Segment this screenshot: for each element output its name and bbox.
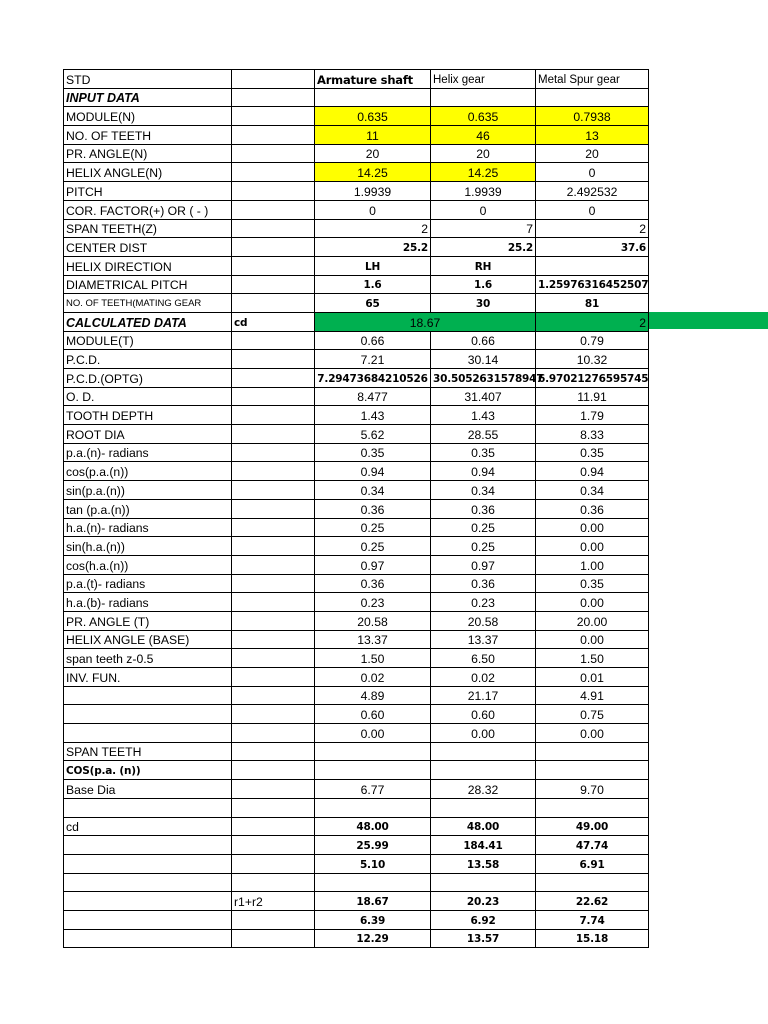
value-cell[interactable]: 6.50 xyxy=(431,649,536,668)
cell[interactable] xyxy=(232,200,315,219)
input-row-pitch xyxy=(64,182,649,201)
value-cell[interactable]: 0.34 xyxy=(431,481,536,500)
calc-row-h-a-n-radians xyxy=(64,518,649,537)
calc-row-blank-29 xyxy=(64,873,649,892)
value-cell[interactable]: 0.94 xyxy=(431,462,536,481)
value-cell[interactable]: 1.50 xyxy=(315,649,431,668)
cell[interactable] xyxy=(232,817,315,836)
cell[interactable] xyxy=(232,854,315,873)
calc-row-tan-p-a-n xyxy=(64,499,649,518)
cell[interactable] xyxy=(232,256,315,275)
value-cell[interactable]: 30 xyxy=(431,294,536,313)
row-label[interactable]: NO. OF TEETH(MATING GEAR xyxy=(64,294,232,313)
value-cell[interactable] xyxy=(431,798,536,817)
value-cell[interactable]: 0.79 xyxy=(536,331,649,350)
input-row-helix-direction xyxy=(64,256,649,275)
cell[interactable]: r1+r2 xyxy=(232,892,315,911)
value-cell[interactable]: 0.02 xyxy=(315,668,431,687)
calc-row-p-c-d xyxy=(64,350,649,369)
cell[interactable] xyxy=(232,798,315,817)
value-cell[interactable]: 0.97 xyxy=(431,555,536,574)
cell[interactable] xyxy=(232,425,315,444)
header-helix-gear[interactable]: Helix gear xyxy=(431,70,536,89)
header-col1[interactable] xyxy=(232,70,315,89)
header-row xyxy=(64,70,649,89)
value-cell[interactable]: 15.18 xyxy=(536,929,649,948)
cell[interactable] xyxy=(232,107,315,126)
row-label[interactable]: h.a.(b)- radians xyxy=(64,593,232,612)
value-cell[interactable]: 20 xyxy=(431,144,536,163)
value-cell[interactable]: 6.77 xyxy=(315,780,431,799)
value-cell[interactable]: 0.00 xyxy=(536,537,649,556)
cell[interactable] xyxy=(232,873,315,892)
calc-row-p-a-t-radians xyxy=(64,574,649,593)
value-cell[interactable]: 6.92 xyxy=(431,910,536,929)
value-cell[interactable]: 0.25 xyxy=(431,518,536,537)
cell[interactable] xyxy=(232,724,315,743)
calc-section-row xyxy=(64,312,649,331)
calc-green-value2[interactable]: 2 xyxy=(536,312,649,331)
calc-row-cos-h-a-n xyxy=(64,555,649,574)
value-cell[interactable]: 0.00 xyxy=(315,724,431,743)
cell[interactable] xyxy=(232,499,315,518)
calc-section-label[interactable]: CALCULATED DATA xyxy=(64,312,232,331)
calc-row-o-d xyxy=(64,387,649,406)
value-cell[interactable]: 5.62 xyxy=(315,425,431,444)
calc-row-helix-angle-base xyxy=(64,630,649,649)
value-cell[interactable]: 2 xyxy=(536,219,649,238)
calc-row-cd xyxy=(64,817,649,836)
cell[interactable] xyxy=(232,387,315,406)
value-cell[interactable]: 0.02 xyxy=(431,668,536,687)
row-label[interactable]: CENTER DIST xyxy=(64,238,232,257)
value-cell[interactable] xyxy=(315,798,431,817)
value-cell[interactable]: 13.37 xyxy=(431,630,536,649)
value-cell[interactable]: 8.33 xyxy=(536,425,649,444)
value-cell[interactable]: 48.00 xyxy=(431,817,536,836)
input-section-row xyxy=(64,88,649,107)
value-cell[interactable]: 20.23 xyxy=(431,892,536,911)
value-cell[interactable]: 4.89 xyxy=(315,686,431,705)
value-cell[interactable]: 0.94 xyxy=(536,462,649,481)
row-label[interactable] xyxy=(64,854,232,873)
row-label[interactable]: cos(h.a.(n)) xyxy=(64,555,232,574)
value-cell[interactable]: 0.00 xyxy=(536,724,649,743)
row-label[interactable]: HELIX DIRECTION xyxy=(64,256,232,275)
input-row-no-of-teeth-mating-gear xyxy=(64,294,649,313)
value-cell[interactable]: 0.97 xyxy=(315,555,431,574)
value-cell[interactable]: 18.67 xyxy=(315,892,431,911)
value-cell[interactable]: 2 xyxy=(315,219,431,238)
value-cell[interactable]: 0.23 xyxy=(431,593,536,612)
value-cell[interactable]: 11 xyxy=(315,126,431,145)
row-label[interactable] xyxy=(64,798,232,817)
cell[interactable] xyxy=(232,350,315,369)
calc-row-blank-31 xyxy=(64,910,649,929)
value-cell[interactable]: 1.79 xyxy=(536,406,649,425)
value-cell[interactable]: 0.60 xyxy=(431,705,536,724)
input-row-diametrical-pitch xyxy=(64,275,649,294)
cell[interactable] xyxy=(232,593,315,612)
value-cell[interactable]: 0.01 xyxy=(536,668,649,687)
value-cell[interactable]: 28.55 xyxy=(431,425,536,444)
green-row-overflow-fill xyxy=(648,312,768,329)
cell[interactable] xyxy=(232,88,315,107)
value-cell[interactable]: 1.9939 xyxy=(431,182,536,201)
value-cell[interactable]: 0.60 xyxy=(315,705,431,724)
value-cell[interactable]: 22.62 xyxy=(536,892,649,911)
value-cell[interactable] xyxy=(315,873,431,892)
row-label[interactable]: COS(p.a. (n)) xyxy=(64,761,232,780)
row-label[interactable]: MODULE(T) xyxy=(64,331,232,350)
value-cell[interactable]: 0.36 xyxy=(431,499,536,518)
input-row-module-n xyxy=(64,107,649,126)
cell[interactable] xyxy=(232,238,315,257)
row-label[interactable]: cd xyxy=(64,817,232,836)
value-cell[interactable]: 9.70 xyxy=(536,780,649,799)
value-cell[interactable]: 1.6 xyxy=(315,275,431,294)
calc-row-blank-21 xyxy=(64,724,649,743)
cell[interactable] xyxy=(232,331,315,350)
cell[interactable] xyxy=(232,555,315,574)
value-cell[interactable]: 6.39 xyxy=(315,910,431,929)
calc-row-tooth-depth xyxy=(64,406,649,425)
cell[interactable] xyxy=(232,836,315,855)
row-label[interactable]: SPAN TEETH(Z) xyxy=(64,219,232,238)
cell[interactable] xyxy=(536,88,649,107)
cell[interactable] xyxy=(232,649,315,668)
row-label[interactable]: p.a.(n)- radians xyxy=(64,443,232,462)
header-label[interactable]: STD xyxy=(64,70,232,89)
cell[interactable] xyxy=(232,761,315,780)
value-cell[interactable]: 0.00 xyxy=(536,518,649,537)
value-cell[interactable]: 25.2 xyxy=(315,238,431,257)
row-label[interactable] xyxy=(64,910,232,929)
value-cell[interactable] xyxy=(431,761,536,780)
row-label[interactable]: cos(p.a.(n)) xyxy=(64,462,232,481)
value-cell[interactable] xyxy=(536,256,649,275)
row-label[interactable]: INV. FUN. xyxy=(64,668,232,687)
calc-row-base-dia xyxy=(64,780,649,799)
value-cell[interactable]: 0.00 xyxy=(536,593,649,612)
value-cell[interactable]: 6.97021276595745 xyxy=(536,369,649,388)
calc-row-blank-19 xyxy=(64,686,649,705)
row-label[interactable]: DIAMETRICAL PITCH xyxy=(64,275,232,294)
value-cell[interactable]: 0.635 xyxy=(431,107,536,126)
cell[interactable] xyxy=(232,481,315,500)
value-cell[interactable]: 0.36 xyxy=(315,499,431,518)
value-cell[interactable]: 0.7938 xyxy=(536,107,649,126)
calc-row-blank-25 xyxy=(64,798,649,817)
row-label[interactable]: tan (p.a.(n)) xyxy=(64,499,232,518)
row-label[interactable]: ROOT DIA xyxy=(64,425,232,444)
calc-row-sin-p-a-n xyxy=(64,481,649,500)
value-cell[interactable]: 0.25 xyxy=(315,518,431,537)
value-cell[interactable]: 14.25 xyxy=(315,163,431,182)
row-label[interactable]: h.a.(n)- radians xyxy=(64,518,232,537)
calc-row-blank-28 xyxy=(64,854,649,873)
value-cell[interactable]: 7.21 xyxy=(315,350,431,369)
input-row-no-of-teeth xyxy=(64,126,649,145)
value-cell[interactable] xyxy=(315,742,431,761)
value-cell[interactable]: 0.94 xyxy=(315,462,431,481)
value-cell[interactable]: 2.492532 xyxy=(536,182,649,201)
value-cell[interactable]: 0.35 xyxy=(536,443,649,462)
calc-row-h-a-b-radians xyxy=(64,593,649,612)
value-cell[interactable]: 0.34 xyxy=(536,481,649,500)
cell[interactable] xyxy=(232,163,315,182)
calc-row-blank-27 xyxy=(64,836,649,855)
cell[interactable] xyxy=(232,742,315,761)
value-cell[interactable]: 13.37 xyxy=(315,630,431,649)
input-row-cor-factor-or xyxy=(64,200,649,219)
value-cell[interactable]: 0.35 xyxy=(536,574,649,593)
value-cell[interactable] xyxy=(536,761,649,780)
value-cell[interactable]: 20 xyxy=(315,144,431,163)
row-label[interactable]: span teeth z-0.5 xyxy=(64,649,232,668)
value-cell[interactable]: 4.91 xyxy=(536,686,649,705)
calc-row-span-teeth-z-0-5 xyxy=(64,649,649,668)
value-cell[interactable] xyxy=(315,761,431,780)
cell[interactable] xyxy=(232,574,315,593)
header-metal-spur-gear[interactable]: Metal Spur gear xyxy=(536,70,649,89)
row-label[interactable] xyxy=(64,705,232,724)
value-cell[interactable]: 1.43 xyxy=(431,406,536,425)
calc-row-cos-p-a-n xyxy=(64,761,649,780)
value-cell[interactable]: 20.58 xyxy=(315,611,431,630)
value-cell[interactable]: 30.5052631578947 xyxy=(431,369,536,388)
cell[interactable] xyxy=(232,780,315,799)
calc-row-blank-20 xyxy=(64,705,649,724)
value-cell[interactable]: 48.00 xyxy=(315,817,431,836)
value-cell[interactable]: 1.9939 xyxy=(315,182,431,201)
row-label[interactable]: HELIX ANGLE (BASE) xyxy=(64,630,232,649)
row-label[interactable]: sin(p.a.(n)) xyxy=(64,481,232,500)
value-cell[interactable]: 0.34 xyxy=(315,481,431,500)
row-label[interactable]: PITCH xyxy=(64,182,232,201)
value-cell[interactable]: 13.57 xyxy=(431,929,536,948)
value-cell[interactable]: 0.35 xyxy=(431,443,536,462)
row-label[interactable] xyxy=(64,686,232,705)
value-cell[interactable]: 7.74 xyxy=(536,910,649,929)
cell[interactable] xyxy=(232,182,315,201)
value-cell[interactable]: 0.36 xyxy=(431,574,536,593)
value-cell[interactable]: 46 xyxy=(431,126,536,145)
value-cell[interactable] xyxy=(431,873,536,892)
value-cell[interactable]: 0.36 xyxy=(315,574,431,593)
row-label[interactable]: P.C.D.(OPTG) xyxy=(64,369,232,388)
cell[interactable] xyxy=(232,443,315,462)
cell[interactable] xyxy=(232,611,315,630)
value-cell[interactable]: 0.66 xyxy=(431,331,536,350)
calc-row-pr-angle-t xyxy=(64,611,649,630)
value-cell[interactable]: 65 xyxy=(315,294,431,313)
gear-calculation-sheet xyxy=(63,69,649,948)
row-label[interactable]: PR. ANGLE(N) xyxy=(64,144,232,163)
value-cell[interactable]: 20.00 xyxy=(536,611,649,630)
cell[interactable] xyxy=(232,910,315,929)
header-armature-shaft[interactable]: Armature shaft xyxy=(315,70,431,89)
cell[interactable] xyxy=(232,369,315,388)
value-cell[interactable]: 13.58 xyxy=(431,854,536,873)
value-cell[interactable] xyxy=(431,742,536,761)
value-cell[interactable]: 8.477 xyxy=(315,387,431,406)
value-cell[interactable]: 0.635 xyxy=(315,107,431,126)
value-cell[interactable]: 5.10 xyxy=(315,854,431,873)
input-row-helix-angle-n xyxy=(64,163,649,182)
value-cell[interactable] xyxy=(536,798,649,817)
calc-green-value[interactable]: 18.67 xyxy=(315,312,536,331)
value-cell[interactable]: 0.00 xyxy=(536,630,649,649)
value-cell[interactable]: 30.14 xyxy=(431,350,536,369)
row-label[interactable]: PR. ANGLE (T) xyxy=(64,611,232,630)
value-cell[interactable]: 0.75 xyxy=(536,705,649,724)
value-cell[interactable]: 31.407 xyxy=(431,387,536,406)
value-cell[interactable]: LH xyxy=(315,256,431,275)
cell[interactable] xyxy=(431,88,536,107)
calc-section-cd[interactable]: cd xyxy=(232,312,315,331)
value-cell[interactable]: 0.66 xyxy=(315,331,431,350)
value-cell[interactable]: 0 xyxy=(536,163,649,182)
cell[interactable] xyxy=(315,88,431,107)
row-label[interactable]: TOOTH DEPTH xyxy=(64,406,232,425)
value-cell[interactable]: RH xyxy=(431,256,536,275)
cell[interactable] xyxy=(232,144,315,163)
cell[interactable] xyxy=(232,275,315,294)
value-cell[interactable]: 1.00 xyxy=(536,555,649,574)
value-cell[interactable]: 81 xyxy=(536,294,649,313)
calc-row-root-dia xyxy=(64,425,649,444)
row-label[interactable] xyxy=(64,724,232,743)
value-cell[interactable]: 0.35 xyxy=(315,443,431,462)
calc-row-cos-p-a-n xyxy=(64,462,649,481)
value-cell[interactable]: 0 xyxy=(315,200,431,219)
calc-row-blank-30 xyxy=(64,892,649,911)
row-label[interactable]: SPAN TEETH xyxy=(64,742,232,761)
cell[interactable] xyxy=(232,630,315,649)
row-label[interactable]: HELIX ANGLE(N) xyxy=(64,163,232,182)
value-cell[interactable]: 0.00 xyxy=(431,724,536,743)
value-cell[interactable]: 25.2 xyxy=(431,238,536,257)
value-cell[interactable]: 25.99 xyxy=(315,836,431,855)
value-cell[interactable]: 11.91 xyxy=(536,387,649,406)
row-label[interactable]: O. D. xyxy=(64,387,232,406)
calc-row-sin-h-a-n xyxy=(64,537,649,556)
value-cell[interactable]: 20 xyxy=(536,144,649,163)
value-cell[interactable]: 6.91 xyxy=(536,854,649,873)
row-label[interactable] xyxy=(64,892,232,911)
cell[interactable] xyxy=(232,686,315,705)
row-label[interactable]: MODULE(N) xyxy=(64,107,232,126)
calc-row-blank-32 xyxy=(64,929,649,948)
cell[interactable] xyxy=(232,406,315,425)
value-cell[interactable]: 21.17 xyxy=(431,686,536,705)
value-cell[interactable]: 1.25976316452507 xyxy=(536,275,649,294)
cell[interactable] xyxy=(232,126,315,145)
value-cell[interactable]: 1.6 xyxy=(431,275,536,294)
value-cell[interactable]: 47.74 xyxy=(536,836,649,855)
value-cell[interactable] xyxy=(536,742,649,761)
value-cell[interactable]: 7.29473684210526 xyxy=(315,369,431,388)
value-cell[interactable]: 20.58 xyxy=(431,611,536,630)
row-label[interactable] xyxy=(64,873,232,892)
input-row-pr-angle-n xyxy=(64,144,649,163)
input-row-span-teeth-z xyxy=(64,219,649,238)
cell[interactable] xyxy=(232,668,315,687)
row-label[interactable]: p.a.(t)- radians xyxy=(64,574,232,593)
value-cell[interactable]: 1.50 xyxy=(536,649,649,668)
value-cell[interactable]: 0.23 xyxy=(315,593,431,612)
row-label[interactable]: P.C.D. xyxy=(64,350,232,369)
cell[interactable] xyxy=(232,294,315,313)
cell[interactable] xyxy=(232,537,315,556)
calc-row-inv-fun xyxy=(64,668,649,687)
value-cell[interactable]: 1.43 xyxy=(315,406,431,425)
calc-row-p-c-d-optg xyxy=(64,369,649,388)
value-cell[interactable]: 13 xyxy=(536,126,649,145)
value-cell[interactable] xyxy=(536,873,649,892)
value-cell[interactable]: 0 xyxy=(536,200,649,219)
cell[interactable] xyxy=(232,219,315,238)
calc-row-span-teeth xyxy=(64,742,649,761)
value-cell[interactable]: 184.41 xyxy=(431,836,536,855)
cell[interactable] xyxy=(232,705,315,724)
row-label[interactable]: NO. OF TEETH xyxy=(64,126,232,145)
cell[interactable] xyxy=(232,462,315,481)
row-label[interactable] xyxy=(64,929,232,948)
cell[interactable] xyxy=(232,518,315,537)
value-cell[interactable]: 7 xyxy=(431,219,536,238)
input-row-center-dist xyxy=(64,238,649,257)
value-cell[interactable]: 0.36 xyxy=(536,499,649,518)
value-cell[interactable]: 14.25 xyxy=(431,163,536,182)
value-cell[interactable]: 37.6 xyxy=(536,238,649,257)
value-cell[interactable]: 49.00 xyxy=(536,817,649,836)
value-cell[interactable]: 12.29 xyxy=(315,929,431,948)
value-cell[interactable]: 28.32 xyxy=(431,780,536,799)
calc-row-module-t xyxy=(64,331,649,350)
value-cell[interactable]: 0.25 xyxy=(431,537,536,556)
value-cell[interactable]: 0 xyxy=(431,200,536,219)
calc-row-p-a-n-radians xyxy=(64,443,649,462)
row-label[interactable]: sin(h.a.(n)) xyxy=(64,537,232,556)
input-section-label[interactable]: INPUT DATA xyxy=(64,88,232,107)
value-cell[interactable]: 0.25 xyxy=(315,537,431,556)
value-cell[interactable]: 10.32 xyxy=(536,350,649,369)
row-label[interactable] xyxy=(64,836,232,855)
row-label[interactable]: COR. FACTOR(+) OR ( - ) xyxy=(64,200,232,219)
row-label[interactable]: Base Dia xyxy=(64,780,232,799)
cell[interactable] xyxy=(232,929,315,948)
